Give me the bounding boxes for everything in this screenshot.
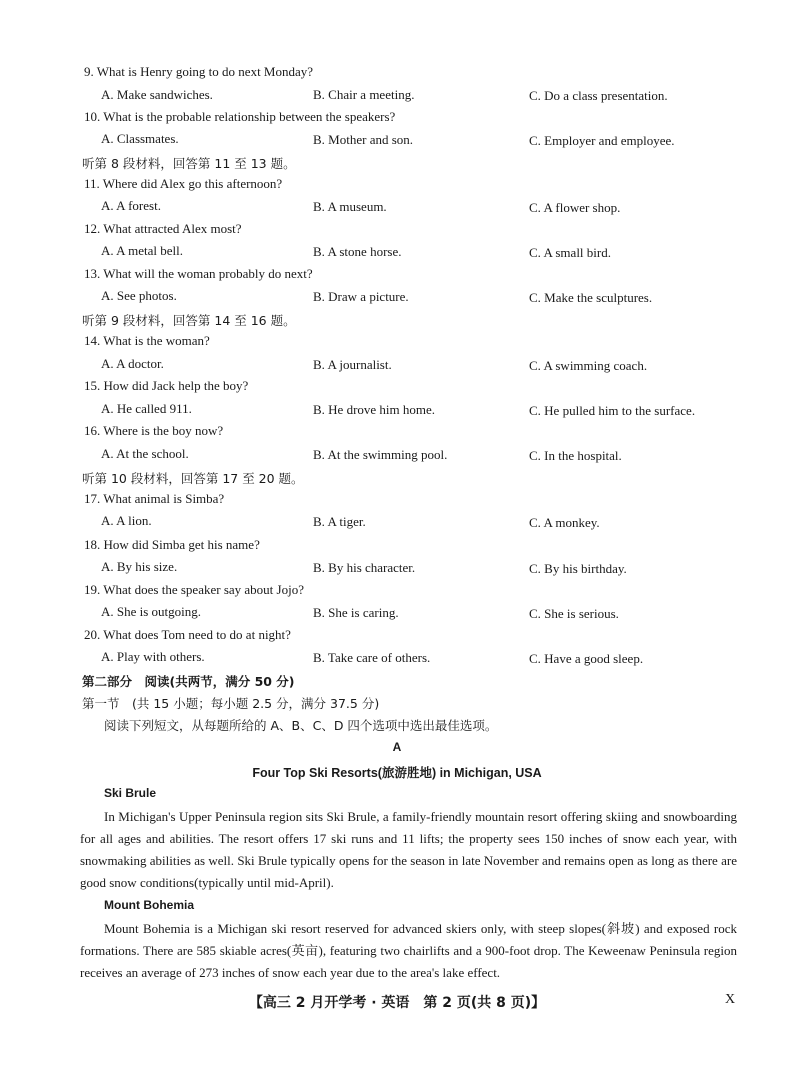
question-9: 9. What is Henry going to do next Monday? bbox=[84, 64, 314, 79]
instruction-material-8: 听第 8 段材料，回答第 11 至 13 题。 bbox=[82, 156, 296, 171]
q19-option-a: A. She is outgoing. bbox=[101, 604, 202, 619]
q13-option-a: A. See photos. bbox=[101, 288, 177, 303]
q13-option-c: C. Make the sculptures. bbox=[529, 290, 653, 305]
question-14: 14. What is the woman? bbox=[84, 333, 210, 348]
q11-option-c: C. A flower shop. bbox=[529, 200, 621, 215]
q13-option-b: B. Draw a picture. bbox=[313, 289, 409, 304]
q19-option-c: C. She is serious. bbox=[529, 606, 619, 621]
passage-title: Four Top Ski Resorts(旅游胜地) in Michigan, USA bbox=[252, 766, 542, 780]
q18-option-b: B. By his character. bbox=[313, 560, 416, 575]
question-20: 20. What does Tom need to do at night? bbox=[84, 627, 291, 642]
passage-letter: A bbox=[392, 740, 402, 754]
instruction-material-9: 听第 9 段材料，回答第 14 至 16 题。 bbox=[82, 313, 296, 328]
q14-option-c: C. A swimming coach. bbox=[529, 358, 648, 373]
q17-option-a: A. A lion. bbox=[101, 513, 152, 528]
q11-option-a: A. A forest. bbox=[101, 198, 161, 213]
question-11: 11. Where did Alex go this afternoon? bbox=[84, 176, 283, 191]
q20-option-b: B. Take care of others. bbox=[313, 650, 431, 665]
page-footer: 【高三 2 月开学考 · 英语 第 2 页(共 8 页)】 bbox=[248, 995, 546, 1011]
question-15: 15. How did Jack help the boy? bbox=[84, 378, 249, 393]
q11-option-b: B. A museum. bbox=[313, 199, 387, 214]
q12-option-a: A. A metal bell. bbox=[101, 243, 183, 258]
version-mark: X bbox=[725, 992, 736, 1007]
reading-instruction: 阅读下列短文，从每题所给的 A、B、C、D 四个选项中选出最佳选项。 bbox=[104, 718, 498, 733]
q14-option-a: A. A doctor. bbox=[101, 356, 164, 371]
q9-option-b: B. Chair a meeting. bbox=[313, 87, 415, 102]
q10-option-b: B. Mother and son. bbox=[313, 132, 414, 147]
q15-option-c: C. He pulled him to the surface. bbox=[529, 403, 696, 418]
q18-option-a: A. By his size. bbox=[101, 559, 178, 574]
q12-option-b: B. A stone horse. bbox=[313, 244, 402, 259]
q20-option-c: C. Have a good sleep. bbox=[529, 651, 644, 666]
question-16: 16. Where is the boy now? bbox=[84, 423, 224, 438]
paragraph-mount-bohemia: Mount Bohemia is a Michigan ski resort reserved for advanced skiers only, with steep slopes(斜坡) and exposed rock formations. There are 585 skiable acres(英亩), featuring two chairlifts and a 900-foot drop. The Keweenaw Peninsula region receives an average of 273 inches of snow each year due to the area's lake effect. bbox=[80, 921, 737, 980]
subheading-ski-brule: Ski Brule bbox=[104, 786, 157, 800]
q15-option-b: B. He drove him home. bbox=[313, 402, 436, 417]
q16-option-c: C. In the hospital. bbox=[529, 448, 622, 463]
q10-option-c: C. Employer and employee. bbox=[529, 133, 675, 148]
question-19: 19. What does the speaker say about Jojo? bbox=[84, 582, 304, 597]
instruction-material-10: 听第 10 段材料，回答第 17 至 20 题。 bbox=[82, 471, 304, 486]
q12-option-c: C. A small bird. bbox=[529, 245, 611, 260]
question-17: 17. What animal is Simba? bbox=[84, 491, 225, 506]
section1-heading: 第一节 (共 15 小题；每小题 2.5 分，满分 37.5 分) bbox=[82, 696, 380, 711]
question-10: 10. What is the probable relationship between the speakers? bbox=[84, 109, 396, 124]
q9-option-a: A. Make sandwiches. bbox=[101, 87, 213, 102]
q16-option-a: A. At the school. bbox=[101, 446, 189, 461]
q15-option-a: A. He called 911. bbox=[101, 401, 192, 416]
part2-heading: 第二部分 阅读(共两节，满分 50 分) bbox=[82, 674, 295, 689]
question-18: 18. How did Simba get his name? bbox=[84, 537, 260, 552]
subheading-mount-bohemia: Mount Bohemia bbox=[104, 898, 194, 912]
q14-option-b: B. A journalist. bbox=[313, 357, 392, 372]
q16-option-b: B. At the swimming pool. bbox=[313, 447, 448, 462]
q18-option-c: C. By his birthday. bbox=[529, 561, 627, 576]
paragraph-ski-brule: In Michigan's Upper Peninsula region sits Ski Brule, a family-friendly mountain resort offering skiing and snowboarding for all ages and abilities. The resort offers 17 ski runs and 11 lifts; the property sees 150 inches of snow each year, with snowmaking abilities as well. Ski Brule typically opens for the season in late November and remains open as long as there are good snow conditions(typically until mid-April). bbox=[80, 809, 737, 890]
q20-option-a: A. Play with others. bbox=[101, 649, 205, 664]
q10-option-a: A. Classmates. bbox=[101, 131, 179, 146]
q17-option-c: C. A monkey. bbox=[529, 515, 600, 530]
q17-option-b: B. A tiger. bbox=[313, 514, 366, 529]
question-12: 12. What attracted Alex most? bbox=[84, 221, 242, 236]
question-13: 13. What will the woman probably do next? bbox=[84, 266, 313, 281]
q9-option-c: C. Do a class presentation. bbox=[529, 88, 668, 103]
q19-option-b: B. She is caring. bbox=[313, 605, 399, 620]
